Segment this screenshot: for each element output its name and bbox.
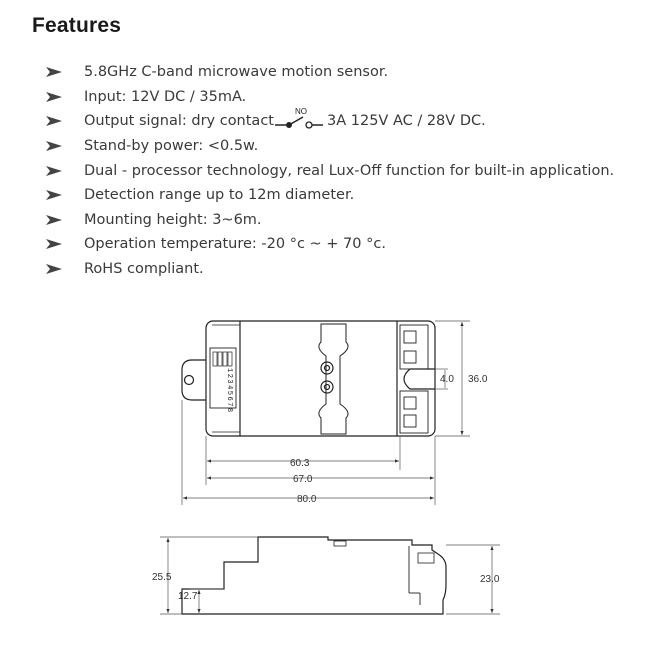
- feature-text: Detection range up to 12m diameter.: [84, 187, 355, 204]
- dim-height: 36.0: [468, 374, 488, 385]
- feature-text: RoHS compliant.: [84, 261, 204, 278]
- side-profile-outline: [182, 537, 446, 614]
- feature-text: Stand-by power: <0.5w.: [84, 138, 259, 155]
- dip-numbers: 12345678: [225, 368, 233, 414]
- feature-text: Input: 12V DC / 35mA.: [84, 88, 247, 105]
- switch-label: NO: [294, 107, 307, 117]
- features-heading: Features: [32, 14, 122, 37]
- feature-text: Mounting height: 3~6m.: [84, 211, 262, 228]
- right-cable-slot: [404, 369, 435, 389]
- dim-width-inner: 60.3: [290, 458, 310, 469]
- top-view: [182, 321, 435, 436]
- center-lens-housing: [319, 324, 348, 434]
- side-view-dimensions: [160, 537, 500, 614]
- side-terminal: [418, 553, 434, 563]
- feature-text: 5.8GHz C-band microwave motion sensor.: [84, 64, 389, 81]
- dim-side-base: 12.7: [178, 591, 198, 602]
- dim-side-right: 23.0: [480, 574, 500, 585]
- feature-text: Dual - processor technology, real Lux-Off function for built-in application.: [84, 162, 615, 179]
- feature-text: Output signal: dry contact: [84, 113, 274, 130]
- side-view: [182, 537, 446, 614]
- lens-screw-bottom: [321, 381, 333, 393]
- dim-slot: 4.0: [440, 374, 454, 385]
- dim-width-body: 67.0: [293, 474, 313, 485]
- dim-width-total: 80.0: [297, 494, 317, 505]
- feature-text: 3A 125V AC / 28V DC.: [326, 113, 486, 130]
- lens-screw-top: [321, 362, 333, 374]
- feature-text: Operation temperature: -20 °c ~ + 70 °c.: [84, 236, 386, 253]
- left-mount-hole: [185, 376, 194, 385]
- dim-side-total: 25.5: [152, 572, 172, 583]
